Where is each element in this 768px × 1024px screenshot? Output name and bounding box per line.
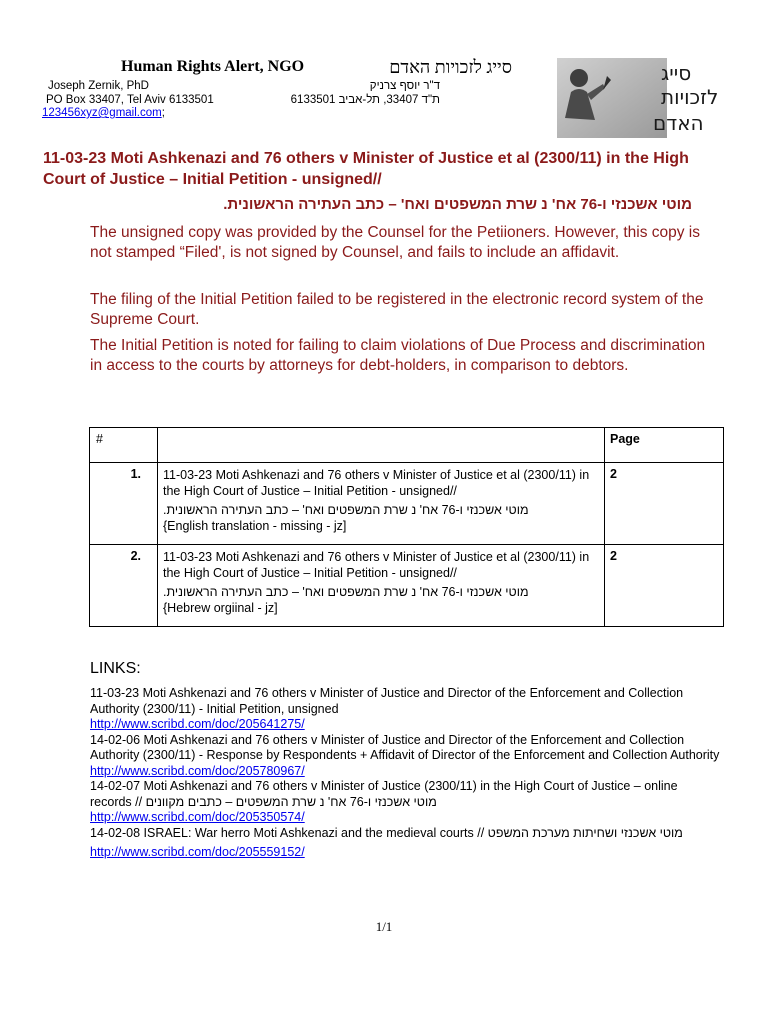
logo-graphic: [557, 58, 719, 138]
paragraph-filing-not-registered: The filing of the Initial Petition failed to be registered in the electronic record system of the Supreme Court.: [90, 291, 704, 328]
page-number: 1/1: [375, 919, 393, 934]
author-name-hebrew: ד"ר יוסף צרניק: [369, 80, 440, 92]
row-note: {Hebrew orgiinal - jz]: [163, 601, 278, 615]
email-suffix: ;: [161, 107, 165, 119]
row-page: 2: [605, 463, 724, 545]
scribd-link[interactable]: http://www.scribd.com/doc/205780967/: [90, 763, 305, 778]
link-description: [90, 826, 720, 842]
table-header-row: [90, 428, 724, 463]
logo-text-line-1: סייג: [661, 61, 692, 85]
row-page: 2: [605, 545, 724, 627]
link-description: [90, 779, 720, 810]
org-logo: [557, 58, 719, 138]
logo-text-line-2: לזכויות: [661, 85, 719, 109]
org-name-hebrew: סייג לזכויות האדם: [389, 57, 512, 77]
contents-table: [89, 427, 724, 627]
link-item: [90, 733, 720, 780]
link-item: [90, 686, 720, 733]
author-name-english: Joseph Zernik, PhD: [48, 80, 149, 92]
scribd-link[interactable]: http://www.scribd.com/doc/205350574/: [90, 810, 305, 824]
scribd-link[interactable]: http://www.scribd.com/doc/205641275/: [90, 717, 305, 731]
paragraph-unsigned-copy: The unsigned copy was provided by the Counsel for the Petiioners. However, this copy is not stamped “Filed', is not signed by Counsel, and fails to include an affidavit.: [90, 224, 700, 261]
row-description-hebrew: מוטי אשכנזי ו-76 אח' נ שרת המשפטים ואח' – כתב העתירה הראשונית.: [163, 503, 529, 517]
link-text-hebrew: מוטי אשכנזי ו-76 אח' נ שרת המשפטים – כתבים מקוונים: [145, 794, 437, 809]
table-row: [90, 463, 724, 545]
paragraph-due-process: The Initial Petition is noted for failing to claim violations of Due Process and discrimination in access to the courts by attorneys for debt-holders, in comparison to debtors.: [90, 337, 706, 374]
link-text: 14-02-08 ISRAEL: War herro Moti Ashkenazi and the medieval courts //: [90, 825, 485, 840]
table-row: [90, 545, 724, 627]
org-name-english: Human Rights Alert, NGO: [121, 58, 305, 75]
links-list: [90, 686, 720, 861]
link-description: [90, 686, 720, 717]
row-description: [158, 545, 605, 627]
scribd-link[interactable]: http://www.scribd.com/doc/205559152/: [90, 845, 305, 859]
document-title-hebrew: מוטי אשכנזי ו-76 אח' נ שרת המשפטים ואח' – כתב העתירה הראשונית.: [223, 196, 692, 213]
row-number: 2.: [90, 545, 158, 627]
address-hebrew: ת"ד 33407, תל-אביב 6133501: [290, 94, 440, 106]
link-text: 11-03-23 Moti Ashkenazi and 76 others v Minister of Justice and Director of the Enforcement and Collection Authority (2300/11) - Initial Petition, unsigned: [90, 686, 684, 716]
row-description-english: 11-03-23 Moti Ashkenazi and 76 others v Minister of Justice et al (2300/11) in the High Court of Justice – Initial Petition - unsigned//: [163, 550, 590, 580]
links-heading: LINKS:: [90, 660, 141, 677]
logo-text-line-3: האדם: [653, 111, 704, 135]
link-text-hebrew: מוטי אשכנזי ושחיתות מערכת המשפט: [487, 825, 683, 840]
link-description: [90, 733, 720, 764]
email-line: [42, 107, 165, 119]
row-number: 1.: [90, 463, 158, 545]
address-english: PO Box 33407, Tel Aviv 6133501: [46, 94, 214, 106]
row-note: {English translation - missing - jz]: [163, 519, 347, 533]
header-description: [158, 428, 605, 463]
row-description-english: 11-03-23 Moti Ashkenazi and 76 others v Minister of Justice et al (2300/11) in the High Court of Justice – Initial Petition - unsigned//: [163, 468, 590, 498]
link-text: 14-02-06 Moti Ashkenazi and 76 others v Minister of Justice and Director of the Enforcement and Collection Authority (2300/11) - Response by Respondents + Affidavit of Director of the Enforcement and Collection Authority: [90, 732, 720, 762]
header-page: Page: [605, 428, 724, 463]
header-number: #: [90, 428, 158, 463]
link-item: [90, 826, 720, 861]
row-description: [158, 463, 605, 545]
document-title: 11-03-23 Moti Ashkenazi and 76 others v Minister of Justice et al (2300/11) in the High Court of Justice – Initial Petition - unsigned//: [43, 150, 689, 188]
email-link[interactable]: 123456xyz@gmail.com: [42, 107, 162, 119]
link-item: [90, 779, 720, 826]
link-text: 14-02-07 Moti Ashkenazi and 76 others v Minister of Justice (2300/11) in the High Court of Justice – online records //: [90, 779, 678, 809]
row-description-hebrew: מוטי אשכנזי ו-76 אח' נ שרת המשפטים ואח' – כתב העתירה הראשונית.: [163, 585, 529, 599]
